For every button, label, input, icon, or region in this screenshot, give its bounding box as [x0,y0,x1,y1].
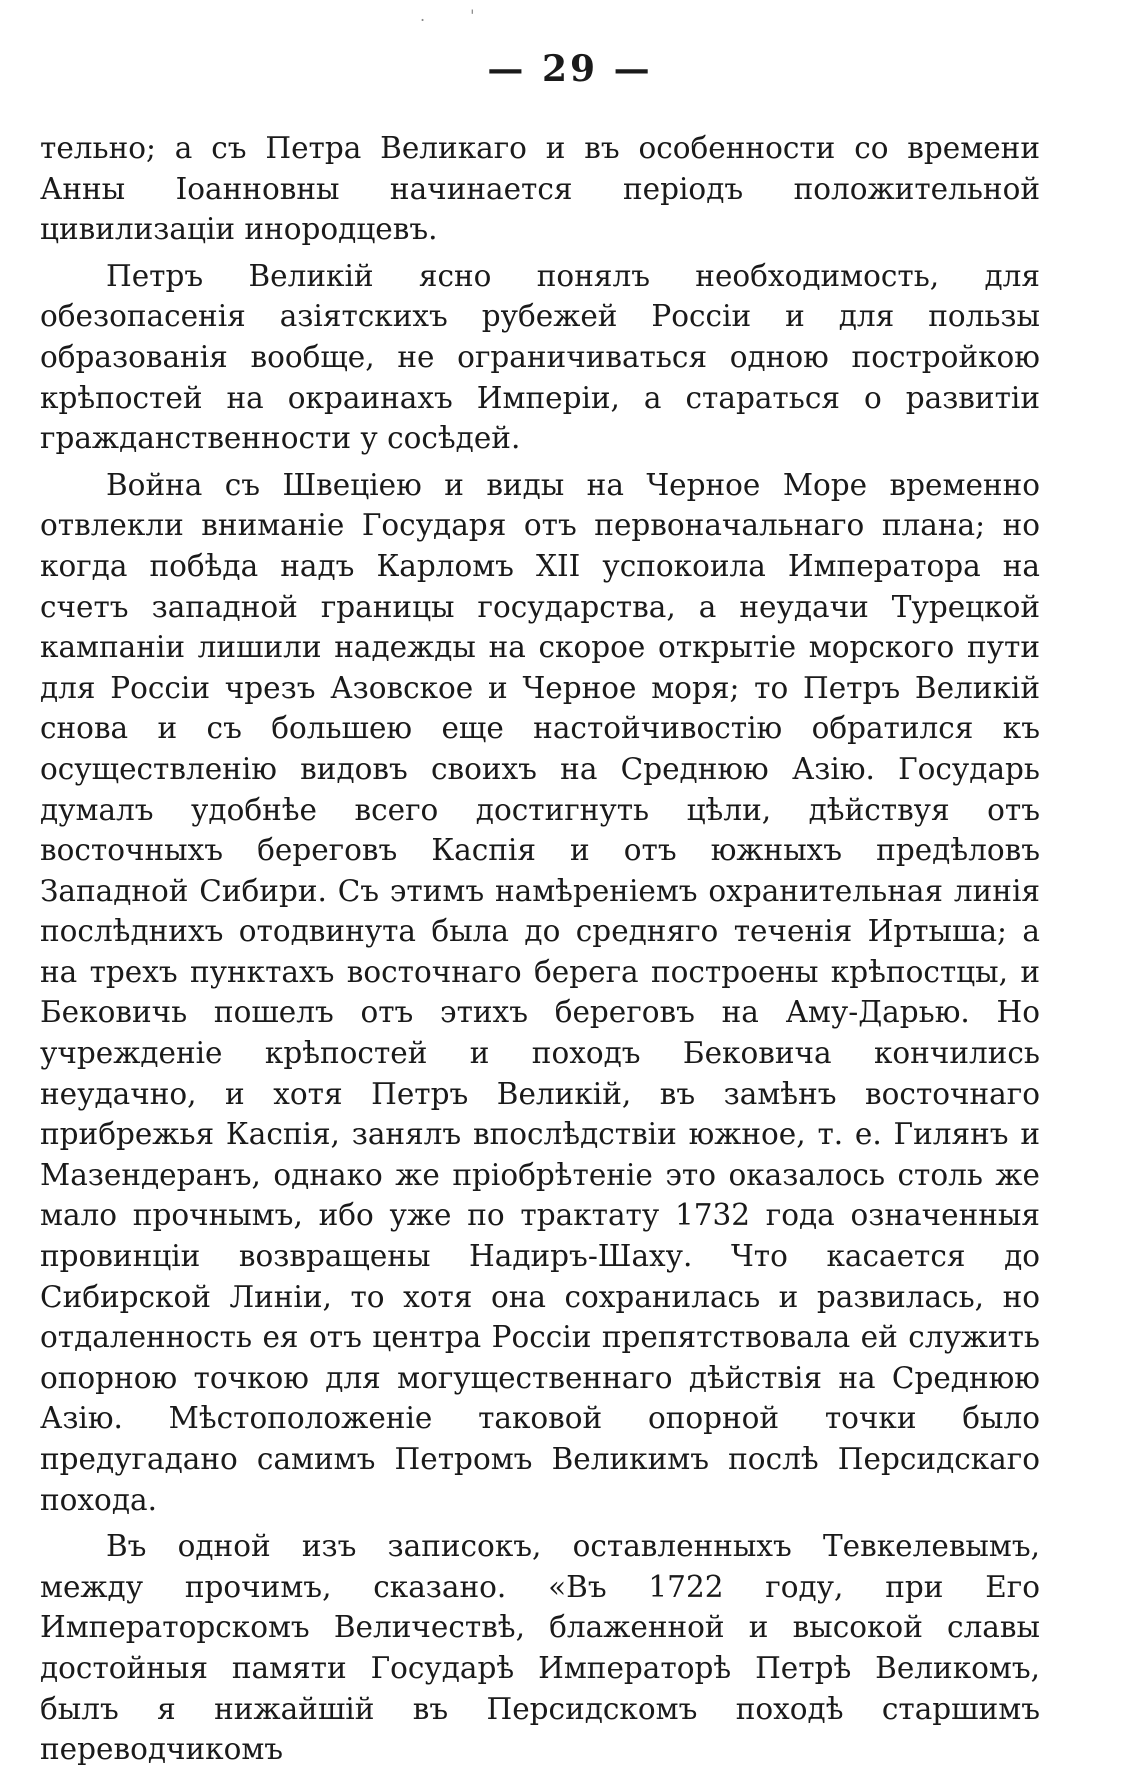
scan-specks: . ' [420,6,495,25]
paragraph-continuation: тельно; а съ Петра Великаго и въ особенности со времени Анны Іоанновны начинается періодъ положительной цивилизаціи инородцевъ. [40,131,1040,247]
page-number: — 29 — [487,48,653,90]
paragraph: Въ одной изъ записокъ, оставленныхъ Тевкелевымъ, между прочимъ, сказано. «Въ 1722 году, при Его Императорскомъ Величествѣ, блаженной и высокой славы достойныя памяти Государѣ Императорѣ Петрѣ Великомъ, былъ я нижайшій въ Персидскомъ походѣ старшимъ переводчикомъ [40,1529,1040,1767]
paragraph: Петръ Великій ясно понялъ необходимость, для обезопасенія азіятскихъ рубежей Россіи и для пользы образованія вообще, не ограничиваться одною постройкою крѣпостей на окраинахъ Имперіи, а стараться о развитіи гражданственности у сосѣдей. [40,258,1040,456]
paragraph: Война съ Швеціею и виды на Черное Море временно отвлекли вниманіе Государя отъ первоначальнаго плана; но когда побѣда надъ Карломъ XII успокоила Императора на счетъ западной границы государства, а неудачи Турецкой кампаніи лишили надежды на скорое открытіе морского пути для Россіи чрезъ Азовское и Черное моря; то Петръ Великій снова и съ большею еще настойчивостію обратился къ осуществленію видовъ своихъ на Среднюю Азію. Государь думалъ удобнѣе всего достигнуть цѣли, дѣйствуя отъ восточныхъ береговъ Каспія и отъ южныхъ предѣловъ Западной Сибири. Съ этимъ намѣреніемъ охранительная линія послѣднихъ отодвинута была до средняго теченія Иртыша; а на трехъ пунктахъ восточнаго берега построены крѣпостцы, и Бековичь пошелъ отъ этихъ береговъ на Аму-Дарью. Но учрежденіе крѣпостей и походъ Бековича кончились неудачно, и хотя Петръ Великій, въ замѣнъ восточнаго прибрежья Каспія, занялъ впослѣдствіи южное, т. е. Гилянъ и Мазендеранъ, однако же пріобрѣтеніе это оказалось столь же мало прочнымъ, ибо уже по трактату 1732 года означенныя провинціи возвращены Надиръ-Шаху. Что касается до Сибирской Линіи, то хотя она сохранилась и развилась, но отдаленность ея отъ центра Россіи препятствовала ей служить опорною точкою для могущественнаго дѣйствія на Среднюю Азію. Мѣстоположеніе таковой опорной точки было предугадано самимъ Петромъ Великимъ послѣ Персидскаго похода. [40,467,1040,1517]
text-body [40,128,1040,1776]
